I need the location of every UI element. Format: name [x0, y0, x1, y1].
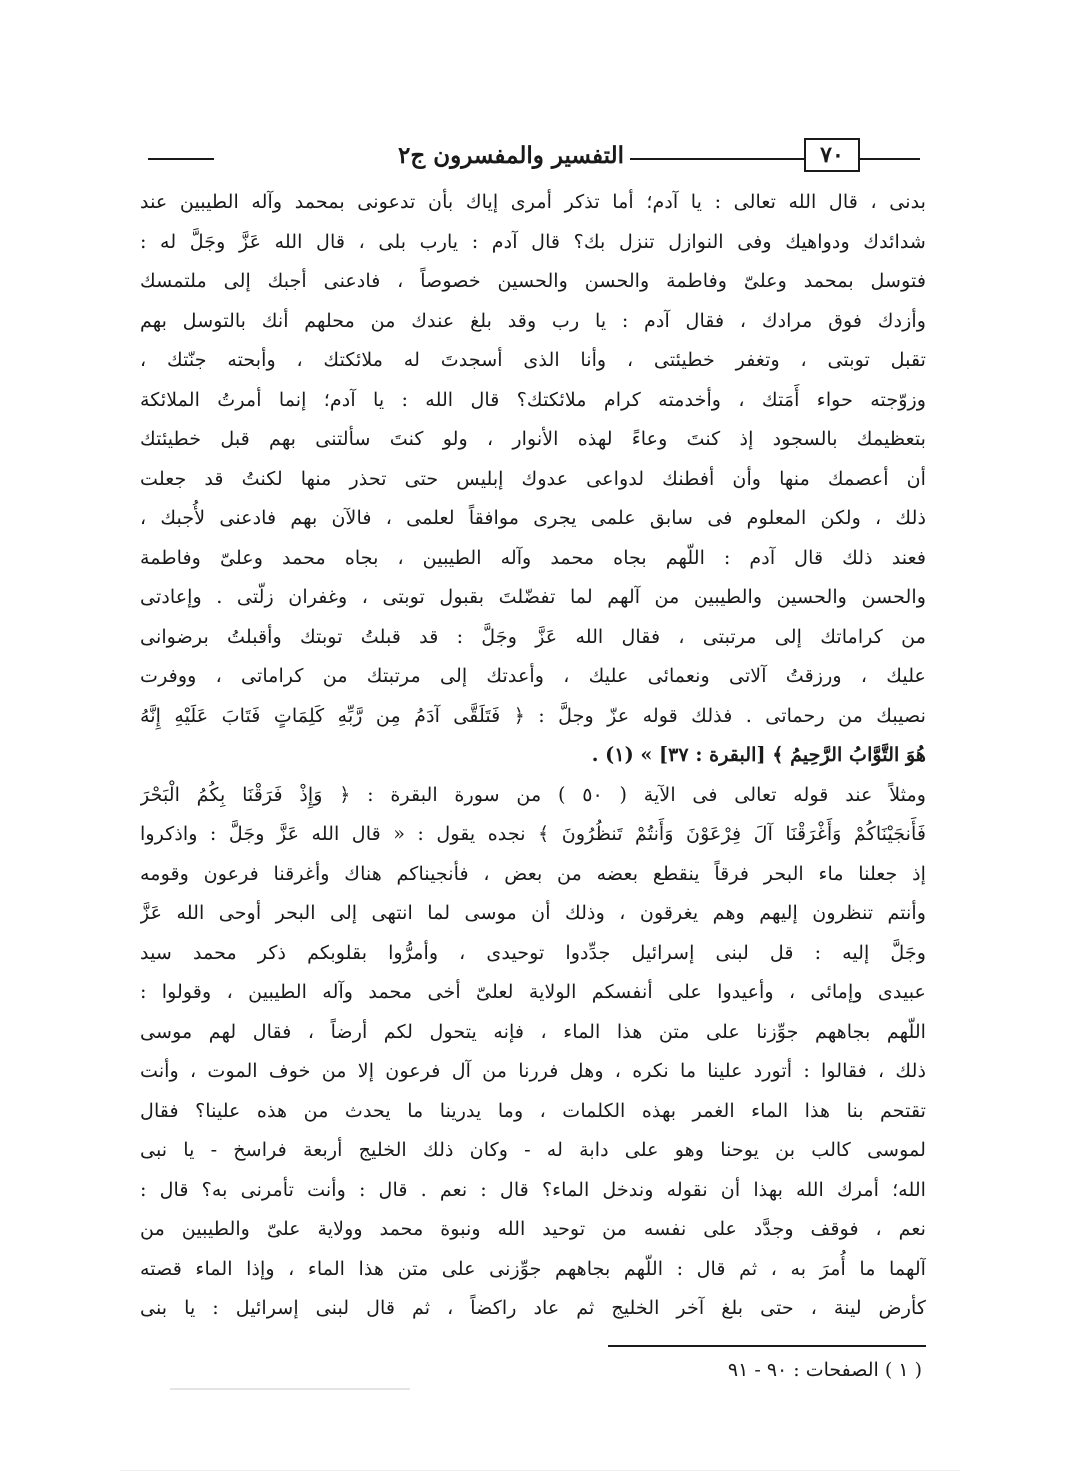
text-line: من كراماتك إلى مرتبتى ، فقال الله عَزَّ وجَلَّ : قد قبلتُ توبتك وأقبلتُ برضوانى: [140, 624, 926, 648]
text-line: كأرض لينة ، حتى بلغ آخر الخليج ثم عاد راكضاً ، ثم قال لبنى إسرائيل : يا بنى: [140, 1296, 926, 1319]
text-line: وأزدك فوق مرادك ، فقال آدم : يا رب وقد بلغ عندك من محلهم أنك بالتوسل بهم: [140, 308, 926, 332]
text-line: أن أعصمك منها وأن أفطنك لدواعى عدوك إبليس حتى تحذر منها لكنتُ قد جعلت: [140, 466, 926, 490]
text-line: بدنى ، قال الله تعالى : يا آدم؛ أما تذكر أمرى إياك بأن تدعونى بمحمد وآله الطيبين عند: [140, 190, 926, 213]
text-line: بتعظيمك بالسجود إذ كنتَ وعاءً لهذه الأنوار ، ولو كنتَ سألتنى بهم قبل خطيئتك: [140, 427, 926, 450]
text-line: نعم ، فوقف وجدَّد على نفسه من توحيد الله ونبوة محمد وولاية علىّ والطيبين من: [140, 1217, 926, 1240]
text-line-quran: ومثلاً عند قوله تعالى فى الآية ( ٥٠ ) من سورة البقرة : ﴿ وَإِذْ فَرَقْنَا بِكُمُ الْبَحْرَ: [140, 782, 926, 806]
text-line: تقتحم بنا هذا الماء الغمر بهذه الكلمات ، وما يدرينا ما يحدث من هذه علينا؟ فقال: [140, 1098, 926, 1122]
running-header: [148, 138, 920, 178]
text-line: ذلك ، فقالوا : أتورد علينا ما نكره ، وهل فررنا من آل فرعون إلا من خوف الموت ، وأنت: [140, 1059, 926, 1082]
footnote: ( ١ ) الصفحات : ٩٠ - ٩١: [727, 1359, 922, 1381]
text-line: الله؛ أمرك الله بهذا أن نقوله وندخل الماء؟ قال : نعم . قال : وأنت تأمرنى به؟ قال :: [140, 1177, 926, 1201]
body-text: [140, 182, 926, 1328]
text-line: ذلك ، ولكن المعلوم فى سابق علمى يجرى موافقاً لعلمى ، فالآن بهم فادعنى لأُجبك ،: [140, 506, 926, 529]
text-line: عبيدى وإمائى ، وأعيدوا على أنفسكم الولاية لعلىّ أخى محمد وآله الطيبين ، وقولوا :: [140, 980, 926, 1003]
text-line: لموسى كالب بن يوحنا وهو على دابة له - وكان ذلك الخليج أربعة فراسخ - يا نبى: [140, 1138, 926, 1161]
text-line-quran: فَأَنجَيْنَاكُمْ وَأَغْرَقْنَا آلَ فِرْعَوْنَ وَأَنتُمْ تَنظُرُونَ ﴾ نجده يقول : « قال الله عَزَّ وجَلَّ : واذكروا: [140, 822, 926, 845]
page-number: ٧٠: [804, 138, 860, 172]
text-line: تقبل توبتى ، وتغفر خطيئتى ، وأنا الذى أسجدتَ له ملائكتك ، وأبحته جنّتك ،: [140, 348, 926, 371]
scan-artifact: [170, 1388, 410, 1390]
text-line: فتوسل بمحمد وعلىّ وفاطمة والحسن والحسين خصوصاً ، فادعنى أجبك إلى ملتمسك: [140, 269, 926, 292]
text-line: آلهما ما أُمرَ به ، ثم قال : اللّهم بجاههم جوِّزنى على متن هذا الماء ، وإذا الماء قصته: [140, 1256, 926, 1280]
text-line: إذ جعلنا ماء البحر فرقاً ينقطع بعضه من بعض ، فأنجيناكم هناك وأغرقنا فرعون وقومه: [140, 861, 926, 885]
text-line: فعند ذلك قال آدم : اللّهم بجاه محمد وآله الطيبين ، بجاه محمد وعلىّ وفاطمة: [140, 545, 926, 569]
text-line: عليك ، ورزقتُ آلاتى ونعمائى عليك ، وأعدتك إلى مرتبتك من كراماتى ، ووفرت: [140, 664, 926, 687]
footnote-separator: [608, 1345, 926, 1347]
text-line: وأنتم تنظرون إليهم وهم يغرقون ، وذلك أن موسى لما انتهى إلى البحر أوحى الله عَزَّ: [140, 901, 926, 924]
text-line-quran: هُوَ التَّوَّابُ الرَّحِيمُ ﴾ [البقرة : ٣٧] » (١) .: [591, 743, 926, 766]
text-line: اللّهم بجاههم جوِّزنا على متن هذا الماء ، فإنه يتحول لكم أرضاً ، فقال لهم موسى: [140, 1019, 926, 1043]
header-title: التفسير والمفسرون ج٢: [398, 142, 624, 169]
header-rule: [860, 158, 920, 160]
text-line: شدائدك ودواهيك وفى النوازل تنزل بك؟ قال آدم : يارب بلى ، قال الله عَزَّ وجَلَّ له :: [140, 229, 926, 253]
text-line-quran: نصيبك من رحماتى . فذلك قوله عزّ وجلَّ : ﴿ فَتَلَقَّى آدَمُ مِن رَّبِّهِ كَلِمَاتٍ فَتَابَ عَلَيْهِ إِنَّهُ: [140, 703, 926, 727]
scan-artifact: [120, 1470, 960, 1471]
text-line: وجَلَّ إليه : قل لبنى إسرائيل جدِّدوا توحيدى ، وأمرُّوا بقلوبكم ذكر محمد سيد: [140, 940, 926, 964]
text-line: والحسن والحسين والطيبين من آلهم لما تفضّلتَ بقبول توبتى ، وغفران زلّتى . وإعادتى: [140, 585, 926, 608]
text-line: وزوّجته حواء أَمَتك ، وأخدمته كرام ملائكتك؟ قال الله : يا آدم؛ إنما أمرتُ الملائكة: [140, 387, 926, 411]
header-rule: [630, 158, 804, 160]
header-rule: [148, 158, 214, 160]
